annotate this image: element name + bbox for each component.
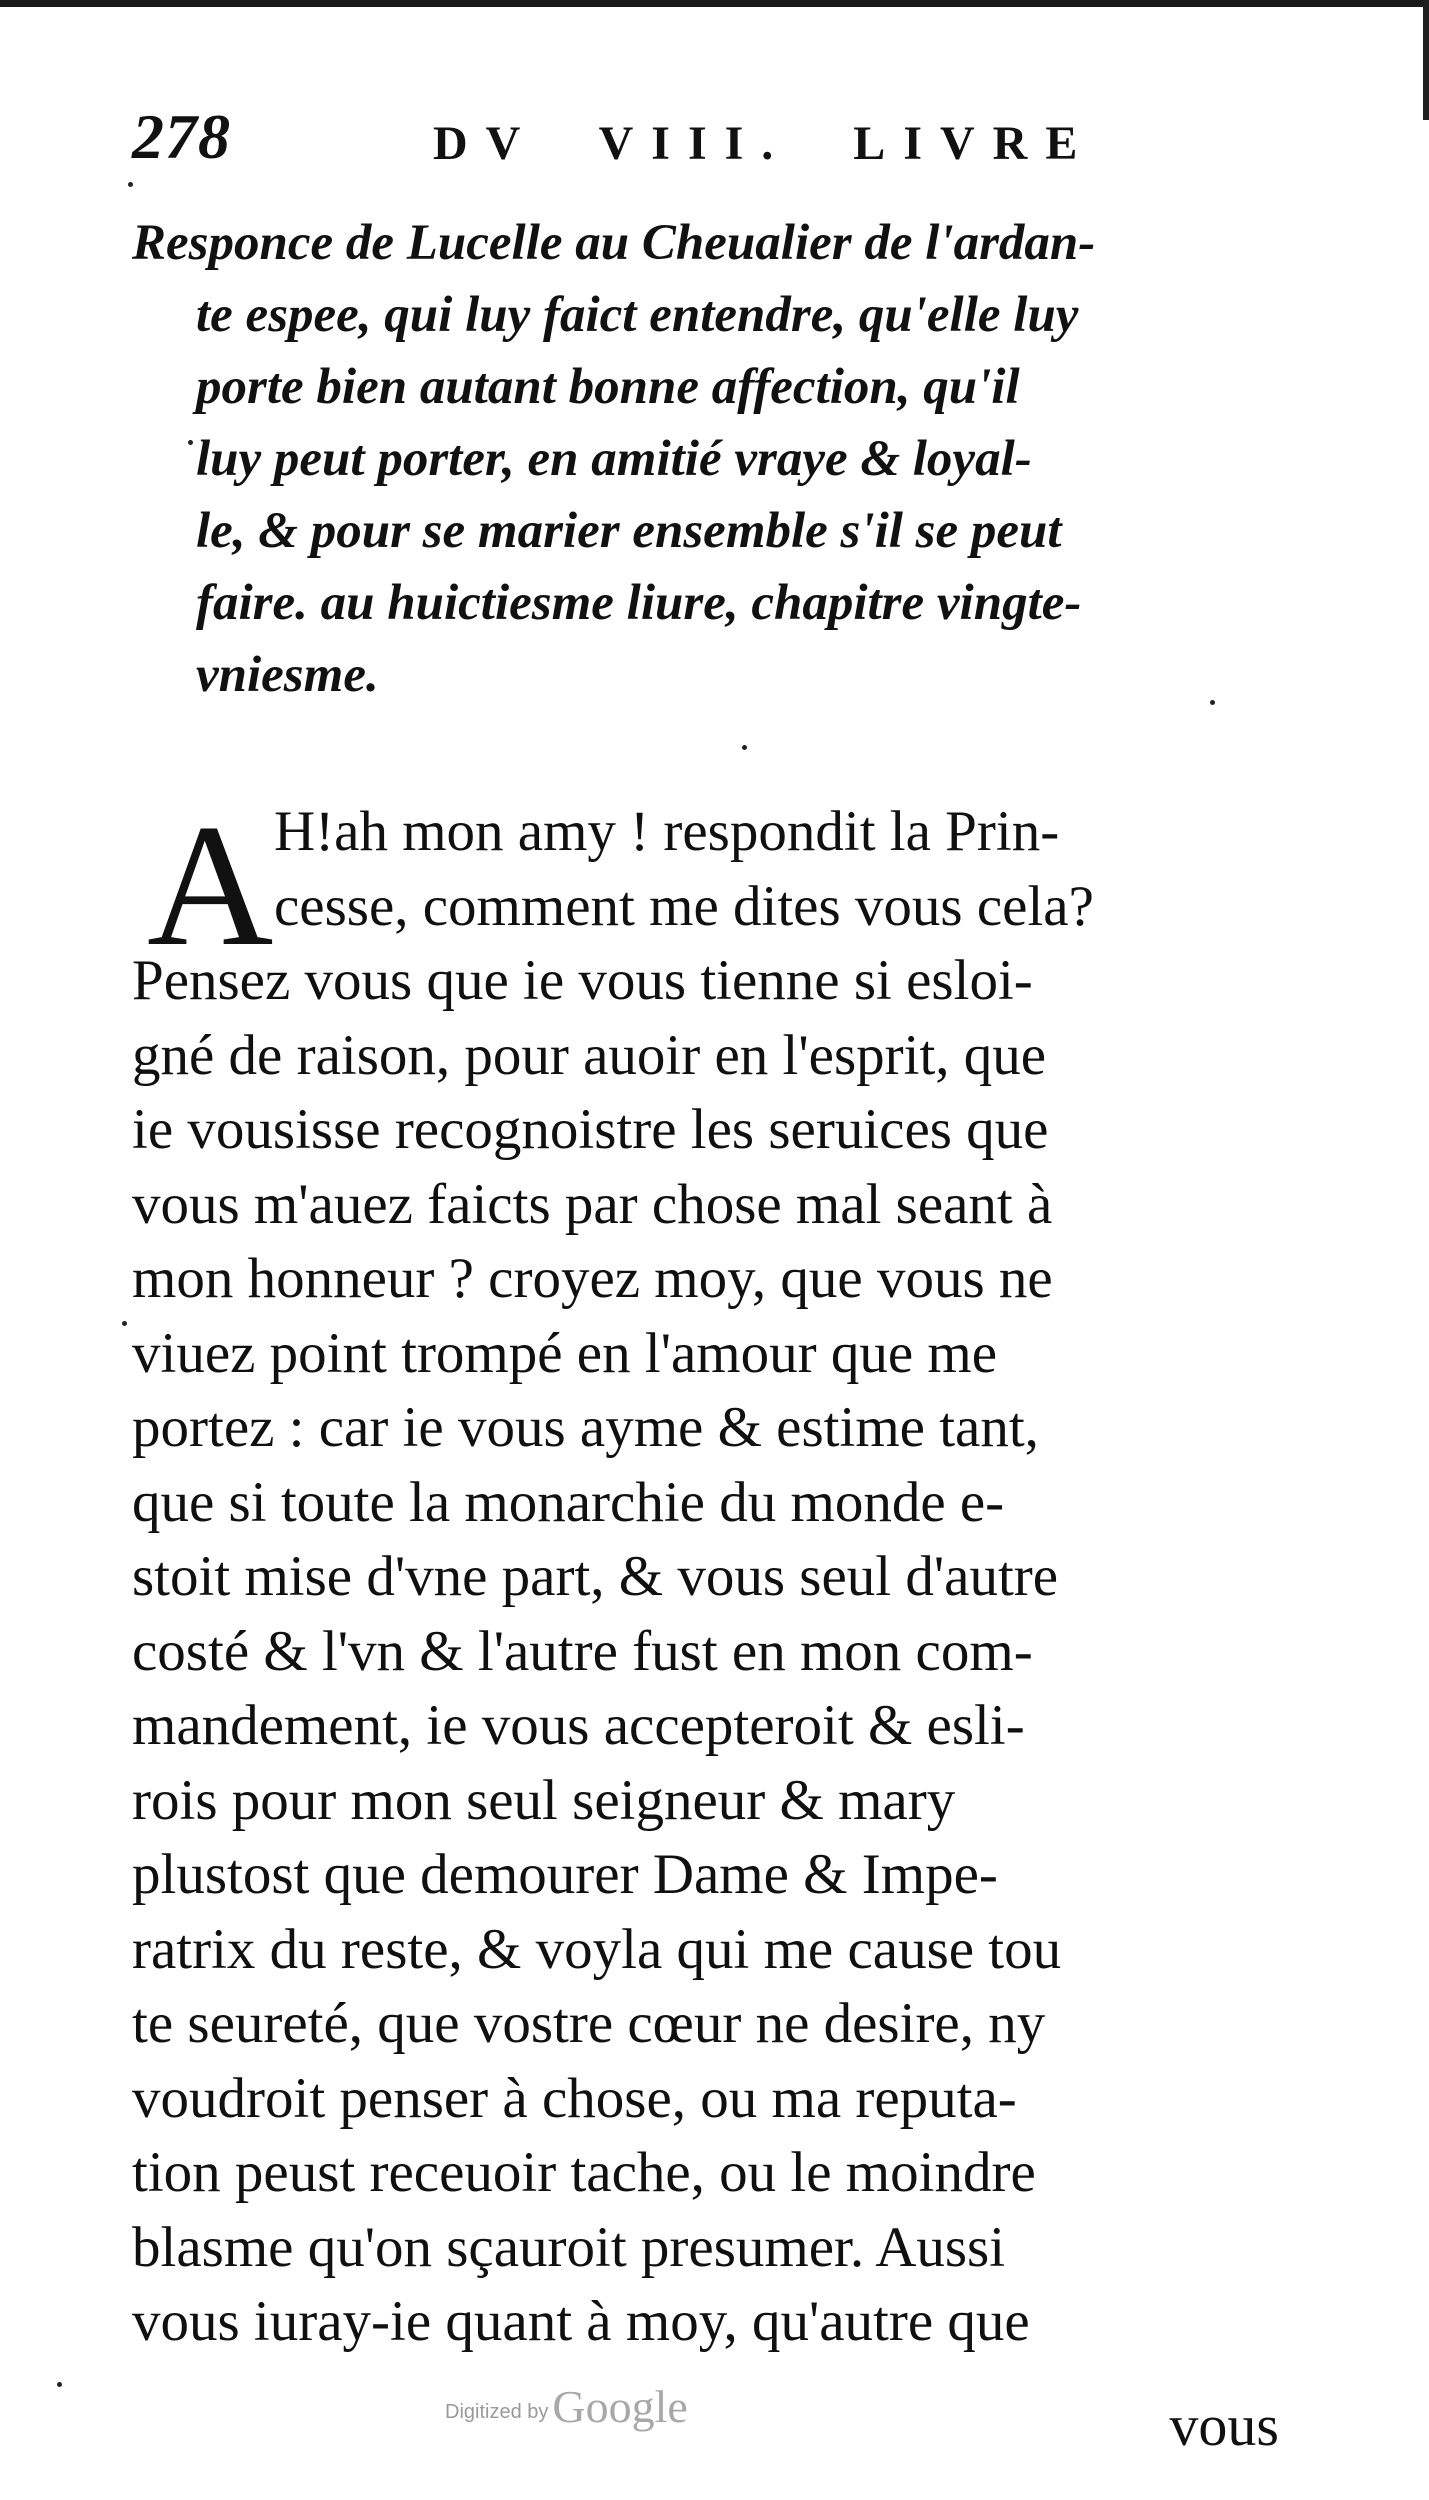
body-line: rois pour mon seul seigneur & mary (132, 1768, 956, 1832)
body-line: vous m'auez faicts par chose mal seant à (132, 1172, 1053, 1236)
body-line: blasme qu'on sçauroit presumer. Aussi (132, 2215, 1006, 2279)
body-line: mandement, ie vous accepteroit & esli- (132, 1694, 1025, 1757)
body-line: viuez point trompé en l'amour que me (132, 1321, 998, 1385)
body-line: plustost que demourer Dame & Impe- (132, 1843, 998, 1906)
google-wordmark: Google (552, 2381, 688, 2432)
scan-speck (742, 745, 747, 750)
body-line: ratrix du reste, & voyla qui me cause tou (132, 1917, 1062, 1981)
scan-speck (122, 1321, 127, 1326)
body-line: vous iuray-ie quant à moy, qu'autre que (132, 2290, 1030, 2353)
body-line: ie vousisse recognoistre les seruices que (132, 1098, 1049, 1161)
summary-line: le, & pour se marier ensemble s'il se peut (196, 503, 1062, 559)
summary-line: Responce de Lucelle au Cheualier de l'ardan- (132, 215, 1096, 271)
body-line: que si toute la monarchie du monde e- (132, 1470, 1005, 1534)
body-line: cesse, comment me dites vous cela? (274, 874, 1094, 938)
summary-line: vniesme. (196, 647, 379, 703)
digitized-watermark (445, 2370, 688, 2430)
body-line: portez : car ie vous ayme & estime tant, (132, 1396, 1039, 1459)
body-line: te seureté, que vostre cœur ne desire, ny (132, 1992, 1046, 2055)
body-line: tion peust receuoir tache, ou le moindre (132, 2141, 1036, 2204)
top-edge-rule (0, 0, 1429, 7)
summary-line: porte bien autant bonne affection, qu'il (196, 359, 1020, 415)
body-line: Pensez vous que ie vous tienne si esloi- (132, 949, 1033, 1012)
chapter-summary (132, 207, 1327, 711)
body-line: stoit mise d'vne part, & vous seul d'autre (132, 1545, 1059, 1608)
summary-line: te espee, qui luy faict entendre, qu'elle luy (196, 287, 1079, 343)
page-number: 278 (132, 101, 231, 172)
page-header (118, 101, 1288, 185)
digitized-by-label: Digitized by (445, 2401, 549, 2423)
body-line: voudroit penser à chose, ou ma reputa- (132, 2066, 1017, 2130)
body-line: gné de raison, pour auoir en l'esprit, que (132, 1023, 1047, 1087)
body-line: H!ah mon amy ! respondit la Prin- (274, 800, 1060, 863)
drop-cap: A (147, 788, 274, 982)
chapter-body (132, 788, 1322, 2360)
right-edge-rule (1423, 0, 1429, 120)
summary-line: luy peut porter, en amitié vraye & loyal- (196, 431, 1032, 487)
scan-speck (57, 2382, 62, 2387)
body-line: mon honneur ? croyez moy, que vous ne (132, 1247, 1053, 1310)
summary-line: faire. au huictiesme liure, chapitre vingte- (196, 575, 1082, 631)
running-head: DV VIII. LIVRE (433, 117, 1096, 170)
body-line: costé & l'vn & l'autre fust en mon com- (132, 1619, 1033, 1683)
catchword: vous (1169, 2393, 1279, 2458)
